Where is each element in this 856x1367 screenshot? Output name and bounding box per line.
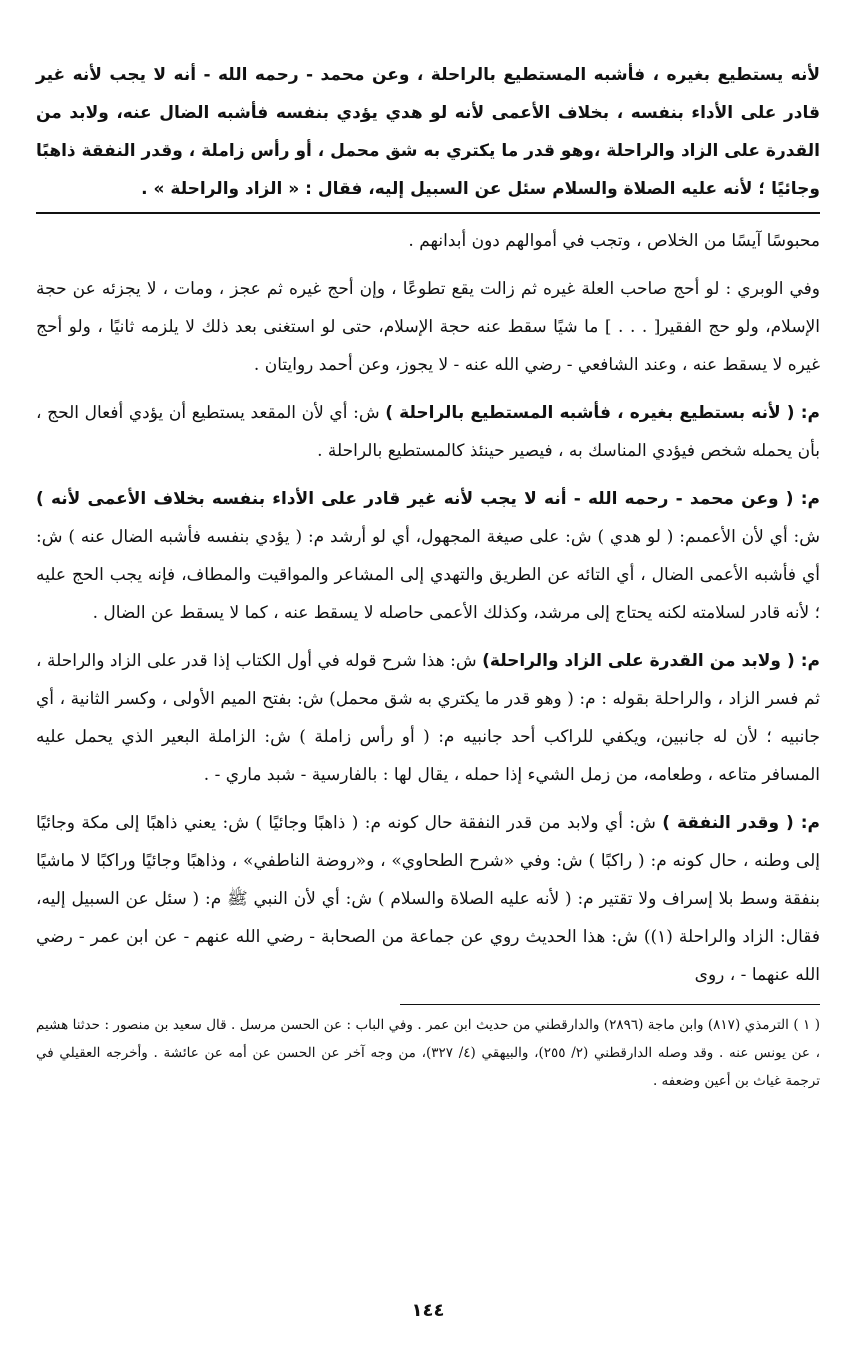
sharh-text: محبوسًا آيسًا من الخلاص ، وتجب في أموالهم دون أبدانهم .: [408, 231, 820, 251]
matn-text: لأنه يستطيع بغيره ، فأشبه المستطيع بالراحلة ، وعن محمد - رحمه الله - أنه لا يجب لأنه غير قادر على الأداء بنفسه ، بخلاف الأعمى لأنه لو هدي يؤدي بنفسه فأشبه الضال عنه، ولابد من القدرة على الزاد والراحلة ،وهو قدر ما يكتري به شق محمل ، أو رأس زاملة ، وقدر النفقة ذاهبًا وجائيًا ؛ لأنه عليه الصلاة والسلام سئل عن السبيل إليه، فقال : « الزاد والراحلة » .: [36, 65, 820, 199]
sharh-text: وفي الوبري : لو أحج صاحب العلة غيره ثم زالت يقع تطوعًا ، وإن أحج غيره ثم عجز ، ومات ، لا يجزئه عن حجة الإسلام، ولو حج الفقير[ . . . ] ما شيًا سقط عنه حجة الإسلام، حتى لو استغنى بعد ذلك لا يلزمه ثانيًا ، ولو أحج غيره لا يسقط عنه ، وعند الشافعي - رضي الله عنه - لا يجوز، وعن أحمد روايتان .: [36, 279, 820, 375]
matn-divider: [36, 212, 820, 214]
sharh-text: ش: أي لأن الأعمىم: ( لو هدي ) ش: على صيغة المجهول، أي لو أرشد م: ( يؤدي بنفسه فأشبه الضال عنه ) ش: أي فأشبه الأعمى الضال ، أي التائه عن الطريق والتهدي إلى المشاعر والمواقيت والمطاف، فإنه يجب الحج عليه ؛ لأنه قادر لسلامته لكنه يحتاج إلى مرشد، وكذلك الأعمى حاصله لا يسقط عنه ، كما لا يسقط عن الضال .: [36, 527, 820, 623]
footnote-divider: [400, 1004, 820, 1005]
sharh-quote: م: ( ولابد من القدرة على الزاد والراحلة): [482, 651, 820, 671]
sharh-paragraph-3: [36, 394, 820, 470]
sharh-quote: م: ( وقدر النفقة ): [662, 813, 820, 833]
sharh-quote: م: ( لأنه بستطيع بغيره ، فأشبه المستطيع بالراحلة ): [385, 403, 820, 423]
sharh-paragraph-2: [36, 270, 820, 384]
sharh-text: ش: أي ولابد من قدر النفقة حال كونه م: ( ذاهبًا وجائيًا ) ش: يعني ذاهبًا إلى مكة وجائيًا إلى وطنه ، حال كونه م: ( راكبًا ) ش: وفي «شرح الطحاوي» ، و«روضة الناطفي» ، وذاهبًا وجائيًا وراكبًا لا ماشيًا بنفقة وسط بلا إسراف ولا تقتير م: ( لأنه عليه الصلاة والسلام ) ش: أي لأن النبي ﷺ م: ( سئل عن السبيل إليه، فقال: الزاد والراحلة (١)) ش: هذا الحديث روي عن جماعة من الصحابة - رضي الله عنهم - عن ابن عمر - رضي الله عنهما - ، روى: [36, 813, 820, 985]
sharh-paragraph-5: [36, 642, 820, 794]
page-body: [36, 56, 820, 1095]
sharh-text: ش: هذا شرح قوله في أول الكتاب إذا قدر على الزاد والراحلة ، ثم فسر الزاد ، والراحلة بقوله : م: ( وهو قدر ما يكتري به شق محمل) ش: بفتح الميم الأولى ، وكسر الثانية ، أي جانبيه ؛ لأن له جانبين، ويكفي للراكب أحد جانبيه م: ( أو رأس زاملة ) ش: الزاملة البعير الذي يحمل عليه المسافر متاعه ، وطعامه، من زمل الشيء إذا حمله ، يقال لها : بالفارسية - شبد ماري - .: [36, 651, 820, 785]
sharh-paragraph-6: [36, 804, 820, 994]
sharh-paragraph-4: [36, 480, 820, 632]
sharh-quote: م: ( وعن محمد - رحمه الله - أنه لا يجب لأنه غير قادر على الأداء بنفسه بخلاف الأعمى لأنه ): [36, 489, 820, 509]
page-number: ١٤٤: [411, 1300, 445, 1321]
sharh-paragraph-1: [36, 222, 820, 260]
sharh-text: ش: أي لأن المقعد يستطيع أن يؤدي أفعال الحج ، بأن يحمله شخص فيؤدي المناسك به ، فيصير حينئذ كالمستطيع بالراحلة .: [36, 403, 820, 461]
footnote: ( ١ ) الترمذي (٨١٧) وابن ماجة (٢٨٩٦) والدارقطني من حديث ابن عمر . وفي الباب : عن الحسن مرسل . قال سعيد بن منصور : حدثنا هشيم ، عن يونس عنه . وقد وصله الدارقطني (٢/ ٢٥٥)، والبيهقي (٤/ ٣٢٧)، من وجه آخر عن الحسن عن أمه عن عائشة . وأخرجه العقيلي في ترجمة غياث بن أعين وضعفه .: [36, 1017, 820, 1089]
